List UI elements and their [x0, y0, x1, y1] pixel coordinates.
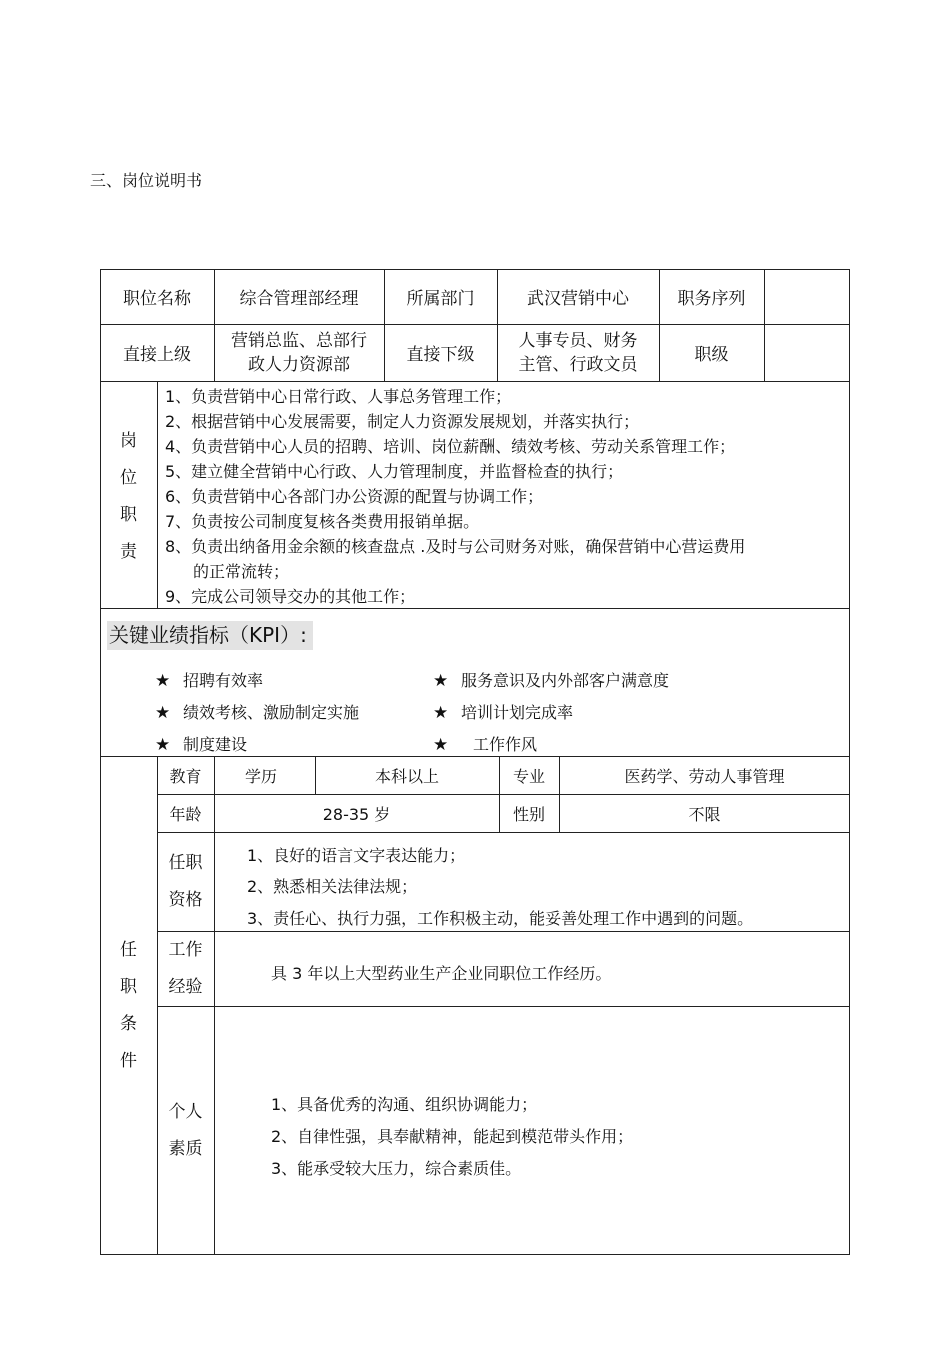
- major-label: 专业: [512, 766, 545, 786]
- gender-value: 不限: [688, 804, 721, 824]
- requirements-label-char-1: 任: [120, 940, 137, 960]
- subordinate-value-line-1: 人事专员、财务: [518, 330, 638, 351]
- duty-item-1: 1、负责营销中心日常行政、人事总务管理工作；: [165, 387, 512, 406]
- superior-label: 直接上级: [123, 345, 191, 365]
- section-title: 三、岗位说明书: [90, 171, 203, 190]
- kpi-item-label: 绩效考核、激励制定实施: [183, 703, 360, 722]
- star-icon: ★: [433, 735, 449, 755]
- kpi-item-left-3: [155, 732, 247, 755]
- kpi-item-label: 制度建设: [183, 735, 248, 754]
- duty-item-5: 6、负责营销中心各部门办公资源的配置与协调工作；: [165, 487, 544, 506]
- star-icon: ★: [155, 735, 171, 755]
- requirements-label-char-3: 条: [120, 1014, 137, 1034]
- qualification-label: [157, 832, 214, 931]
- kpi-title: 关键业绩指标（KPI）:: [107, 621, 313, 650]
- personal-quality-item-2: 2、自律性强，具奉献精神，能起到模范带头作用；: [271, 1127, 634, 1146]
- job-sequence-label: 职务序列: [677, 289, 746, 309]
- duty-item-4: 5、建立健全营销中心行政、人力管理制度，并监督检查的执行；: [165, 462, 624, 481]
- subordinate-value-line-2: 主管、行政文员: [518, 354, 638, 375]
- personal-quality-item-1: 1、具备优秀的沟通、组织协调能力；: [271, 1095, 538, 1114]
- duties-label-char-3: 职: [120, 505, 137, 525]
- grade-label: 职级: [694, 345, 729, 365]
- kpi-item-label: 招聘有效率: [183, 671, 264, 690]
- experience-value: 具 3 年以上大型药业生产企业同职位工作经历。: [271, 964, 612, 983]
- requirements-label-char-4: 件: [120, 1051, 137, 1071]
- experience-label: [157, 931, 214, 1006]
- requirements-label-char-2: 职: [120, 977, 137, 997]
- duties-label: [100, 423, 157, 571]
- age-label: 年龄: [169, 804, 202, 824]
- kpi-item-left-1: [155, 668, 263, 691]
- duty-item-7: 8、负责出纳备用金余额的核查盘点 .及时与公司财务对账，确保营销中心营运费用: [165, 537, 746, 556]
- department-label: 所属部门: [406, 289, 475, 309]
- duty-item-2: 2、根据营销中心发展需要，制定人力资源发展规划，并落实执行；: [165, 412, 640, 431]
- experience-label-line-2: 经验: [168, 976, 203, 997]
- qualification-label-line-1: 任职: [168, 852, 203, 873]
- age-value: 28-35 岁: [322, 804, 391, 824]
- education-label: 教育: [169, 766, 202, 786]
- experience-label-line-1: 工作: [168, 939, 203, 960]
- kpi-item-left-2: [155, 700, 359, 723]
- major-value: 医药学、劳动人事管理: [624, 766, 785, 786]
- kpi-item-right-2: [433, 700, 573, 723]
- gender-label: 性别: [512, 804, 545, 824]
- personal-quality-label: [157, 1093, 214, 1169]
- duty-item-8: 9、完成公司领导交办的其他工作；: [165, 587, 416, 606]
- kpi-item-right-3: [433, 732, 537, 755]
- requirements-label: [100, 931, 157, 1081]
- duty-item-3: 4、负责营销中心人员的招聘、培训、岗位薪酬、绩效考核、劳动关系管理工作；: [165, 437, 736, 456]
- subordinate-value: [497, 324, 659, 381]
- degree-value: 本科以上: [374, 766, 439, 786]
- degree-label: 学历: [245, 766, 278, 786]
- subordinate-label: 直接下级: [406, 345, 475, 365]
- qualification-item-3: 3、责任心、执行力强，工作积极主动，能妥善处理工作中遇到的问题。: [247, 909, 754, 928]
- department-value: 武汉营销中心: [527, 289, 629, 309]
- star-icon: ★: [155, 671, 171, 691]
- personal-quality-item-3: 3、能承受较大压力，综合素质佳。: [271, 1159, 522, 1178]
- superior-value-line-1: 营销总监、总部行: [231, 330, 367, 351]
- personal-quality-label-line-1: 个人: [168, 1102, 203, 1122]
- kpi-item-label: 服务意识及内外部客户满意度: [461, 671, 670, 690]
- superior-value: [214, 324, 384, 381]
- duty-item-7-continued: 的正常流转；: [193, 562, 290, 581]
- qualification-item-1: 1、良好的语言文字表达能力；: [247, 846, 466, 865]
- duties-label-char-1: 岗: [120, 431, 137, 451]
- star-icon: ★: [433, 671, 449, 691]
- qualification-item-2: 2、熟悉相关法律法规；: [247, 877, 418, 896]
- superior-value-line-2: 政人力资源部: [248, 354, 350, 375]
- duty-item-6: 7、负责按公司制度复核各类费用报销单据。: [165, 512, 480, 531]
- kpi-item-right-1: [433, 668, 669, 691]
- kpi-item-label: 培训计划完成率: [461, 703, 574, 722]
- grade-value: [764, 324, 850, 381]
- position-name-label: 职位名称: [123, 289, 191, 309]
- qualification-label-line-2: 资格: [168, 889, 203, 910]
- position-name-value: 综合管理部经理: [239, 289, 359, 309]
- star-icon: ★: [155, 703, 171, 723]
- kpi-item-label: 工作作风: [473, 735, 538, 754]
- duties-label-char-4: 责: [120, 542, 137, 562]
- job-sequence-value: [764, 269, 850, 324]
- duties-label-char-2: 位: [120, 468, 137, 488]
- personal-quality-label-line-2: 素质: [168, 1139, 203, 1159]
- star-icon: ★: [433, 703, 449, 723]
